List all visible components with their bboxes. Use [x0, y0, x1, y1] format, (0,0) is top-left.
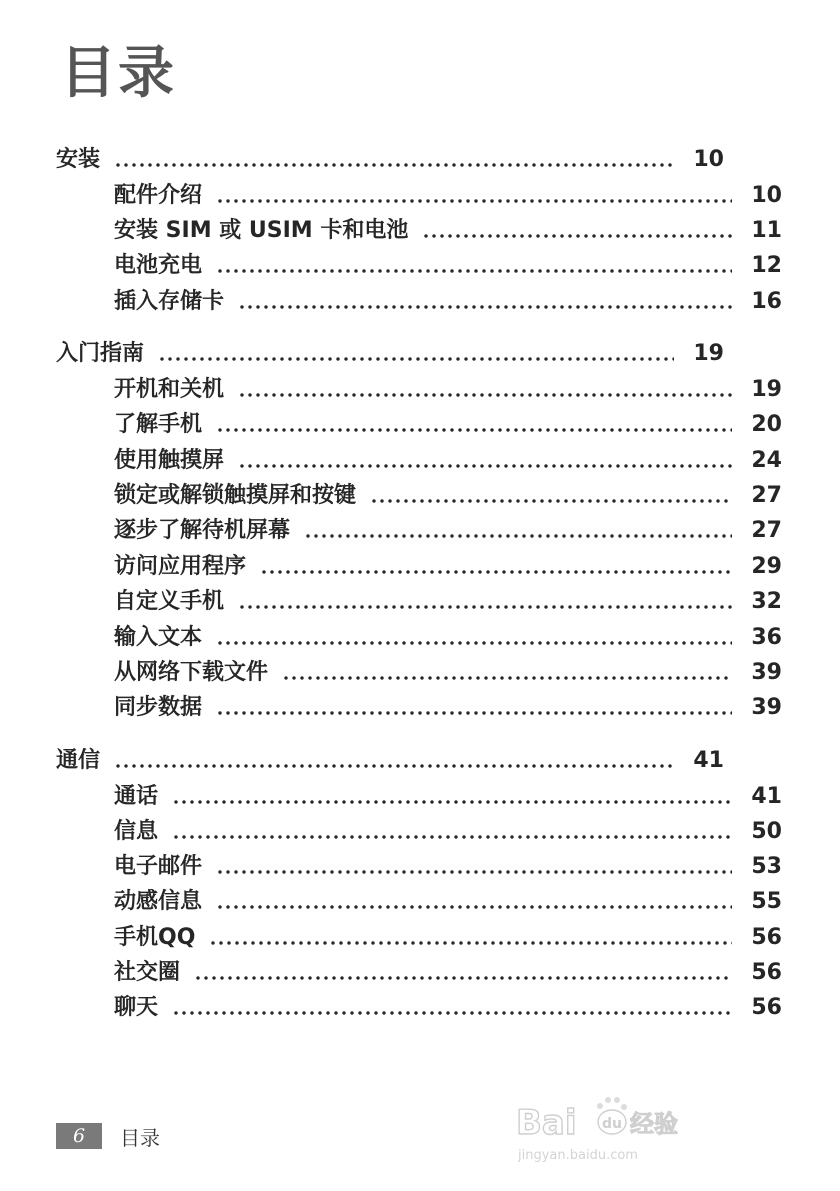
toc-item-row	[0, 658, 840, 688]
svg-text:du: du	[602, 1116, 622, 1132]
toc-item-row	[0, 958, 840, 988]
toc-entry-label: 使用触摸屏	[114, 448, 225, 473]
toc-entry-label: 社交圈	[114, 960, 181, 985]
toc-entry-label: 开机和关机	[114, 377, 225, 402]
toc-page-number: 53	[751, 854, 782, 879]
toc-entry-label: 锁定或解锁触摸屏和按键	[114, 483, 357, 508]
toc-item-row	[0, 181, 840, 211]
toc-item-row	[0, 287, 840, 317]
toc-dot-leader	[172, 782, 732, 812]
toc-item-row	[0, 887, 840, 917]
svg-text:Bai: Bai	[516, 1103, 577, 1143]
toc-dot-leader	[216, 181, 732, 211]
toc-dot-leader	[172, 993, 732, 1023]
toc-dot-leader	[260, 552, 732, 582]
toc-entry-label: 通话	[114, 784, 159, 809]
toc-dot-leader	[304, 516, 732, 546]
toc-entry-label: 电池充电	[114, 253, 203, 278]
toc-item-row	[0, 410, 840, 440]
toc-entry-label: 访问应用程序	[114, 554, 247, 579]
toc-entry-label: 聊天	[114, 995, 159, 1020]
toc-dot-leader	[238, 375, 732, 405]
toc-dot-leader	[114, 746, 674, 776]
toc-item-row	[0, 516, 840, 546]
toc-page-number: 56	[751, 995, 782, 1020]
toc-page-number: 29	[751, 554, 782, 579]
toc-item-row	[0, 993, 840, 1023]
toc-dot-leader	[216, 251, 732, 281]
toc-page-number: 39	[751, 660, 782, 685]
page-title: 目录	[60, 41, 176, 106]
toc-section-row	[0, 145, 782, 175]
svg-text:经验: 经验	[630, 1110, 678, 1138]
toc-item-row	[0, 251, 840, 281]
toc-dot-leader	[216, 623, 732, 653]
toc-page-number: 27	[751, 518, 782, 543]
toc-entry-label: 从网络下载文件	[114, 660, 269, 685]
toc-page-number: 10	[693, 147, 724, 172]
toc-page-number: 36	[751, 625, 782, 650]
toc-page-number: 11	[751, 218, 782, 243]
toc-dot-leader	[238, 287, 732, 317]
toc-entry-label: 动感信息	[114, 889, 203, 914]
toc-dot-leader	[216, 852, 732, 882]
toc-page-number: 55	[751, 889, 782, 914]
toc-page-number: 32	[751, 589, 782, 614]
toc-page-number: 24	[751, 448, 782, 473]
toc-page-number: 41	[751, 784, 782, 809]
toc-entry-label: 输入文本	[114, 625, 203, 650]
toc-page-number: 19	[751, 377, 782, 402]
toc-page-number: 19	[693, 341, 724, 366]
toc-item-row	[0, 446, 840, 476]
toc-entry-label: 通信	[56, 748, 101, 773]
toc-page-number: 56	[751, 960, 782, 985]
toc-entry-label: 信息	[114, 819, 159, 844]
toc-item-row	[0, 587, 840, 617]
toc-page-number: 12	[751, 253, 782, 278]
toc-item-row	[0, 782, 840, 812]
toc-section-row	[0, 339, 782, 369]
toc-dot-leader	[422, 216, 732, 246]
toc-page-number: 50	[751, 819, 782, 844]
toc-item-row	[0, 375, 840, 405]
toc-dot-leader	[216, 693, 732, 723]
toc-dot-leader	[282, 658, 732, 688]
toc-dot-leader	[158, 339, 674, 369]
toc-entry-label: 插入存储卡	[114, 289, 225, 314]
toc-item-row	[0, 552, 840, 582]
toc-entry-label: 安装	[56, 147, 101, 172]
toc-dot-leader	[238, 446, 732, 476]
toc-entry-label: 逐步了解待机屏幕	[114, 518, 291, 543]
watermark-url: jingyan.baidu.com	[518, 1148, 638, 1163]
toc-item-row	[0, 216, 840, 246]
paw-logo-icon	[512, 1090, 692, 1150]
toc-item-row	[0, 923, 840, 953]
toc-page-number: 56	[751, 925, 782, 950]
toc-dot-leader	[238, 587, 732, 617]
toc-entry-label: 了解手机	[114, 412, 203, 437]
toc-page-number: 10	[751, 183, 782, 208]
toc-page-number: 41	[693, 748, 724, 773]
toc-page-number: 20	[751, 412, 782, 437]
toc-item-row	[0, 852, 840, 882]
toc-entry-label: 电子邮件	[114, 854, 203, 879]
toc-page-number: 27	[751, 483, 782, 508]
toc-dot-leader	[216, 410, 732, 440]
toc-item-row	[0, 481, 840, 511]
toc-entry-label: 同步数据	[114, 695, 203, 720]
toc-entry-label: 入门指南	[56, 341, 145, 366]
toc-entry-label: 手机QQ	[114, 925, 196, 950]
toc-item-row	[0, 693, 840, 723]
footer-section-name: 目录	[120, 1125, 160, 1150]
toc-dot-leader	[172, 817, 732, 847]
toc-dot-leader	[194, 958, 732, 988]
toc-item-row	[0, 623, 840, 653]
toc-entry-label: 安装 SIM 或 USIM 卡和电池	[114, 218, 409, 243]
toc-entry-label: 自定义手机	[114, 589, 225, 614]
toc-page-number: 16	[751, 289, 782, 314]
toc-dot-leader	[216, 887, 732, 917]
footer-page-number: 6	[56, 1123, 102, 1149]
baidu-watermark-logo	[512, 1090, 692, 1170]
toc-page-number: 39	[751, 695, 782, 720]
toc-dot-leader	[114, 145, 674, 175]
toc-entry-label: 配件介绍	[114, 183, 203, 208]
toc-item-row	[0, 817, 840, 847]
toc-dot-leader	[209, 923, 732, 953]
toc-dot-leader	[370, 481, 732, 511]
toc-section-row	[0, 746, 782, 776]
